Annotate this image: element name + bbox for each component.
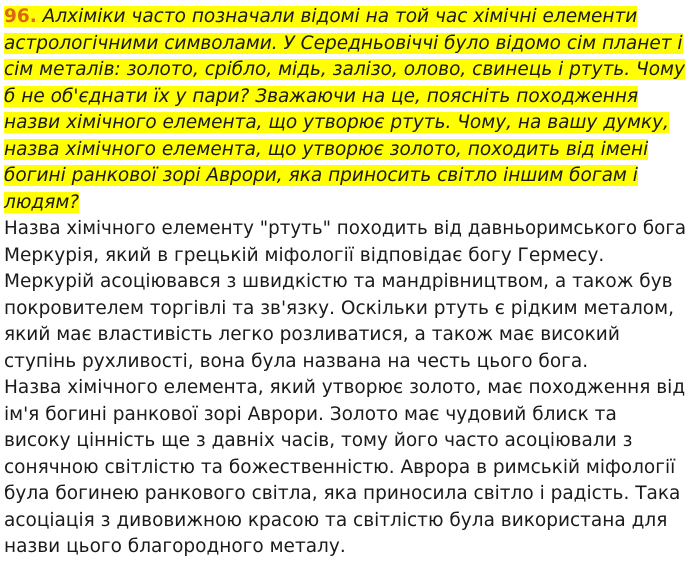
question-line-3 (4, 57, 685, 83)
answer-line-10: сонячною світлістю та божественністю. Аврора в римській міфології (4, 456, 676, 478)
question-line-6 (4, 137, 648, 163)
question-number: 96. (4, 6, 37, 27)
question-line-1 (4, 4, 637, 30)
answer-line-7: Назва хімічного елемента, який утворює золото, має походження від (4, 377, 686, 398)
question-text-8: людям? (4, 191, 80, 213)
answer-line-5: який має властивість легко розливатися, а також має високий (4, 324, 620, 345)
question-text-3: сім металів: золото, срібло, мідь, залізо, олово, свинець і ртуть. Чому (4, 59, 685, 80)
answer-line-9: високу цінність ще з давніх часів, тому його часто асоціювали з (4, 430, 633, 451)
answer-line-3: Меркурій асоціювався з швидкістю та мандрівництвом, а також був (4, 271, 673, 292)
answer-line-12: асоціація з дивовижною красою та світлістю була використана для (4, 509, 668, 531)
question-line-5 (4, 110, 669, 136)
question-line-8 (4, 190, 79, 216)
answer-line-11: була богинею ранкового світла, яка приносила світло і радість. Така (4, 483, 681, 504)
question-text-7: богині ранкової зорі Аврори, яка приносить світло іншим богам і (4, 165, 638, 186)
question-text-2: астрологічними символами. У Середньовіччі було відомо сім планет і (4, 32, 683, 54)
question-line-7 (4, 163, 638, 189)
question-line-4 (4, 84, 638, 110)
question-text-6: назва хімічного елемента, що утворює золото, походить від імені (4, 138, 649, 160)
answer-line-6: ступінь рухливості, вона була названа на честь цього бога. (4, 350, 589, 372)
question-text-5: назви хімічного елемента, що утворює ртуть. Чому, на вашу думку, (4, 112, 669, 133)
answer-line-2: Меркурія, який в грецькій міфології відповідає богу Гермесу. (4, 244, 605, 266)
answer-line-4: покровителем торгівлі та зв'язку. Оскільки ртуть є рідким металом, (4, 297, 674, 319)
answer-line-8: ім'я богині ранкової зорі Аврори. Золото має чудовий блиск та (4, 403, 617, 425)
answer-line-13: назви цього благородного металу. (4, 536, 346, 557)
question-text-1: Алхіміки часто позначали відомі на той час хімічні елементи (42, 6, 638, 27)
answer-line-1: Назва хімічного елементу "ртуть" походить від давньоримського бога (4, 218, 687, 239)
question-line-2 (4, 31, 683, 57)
question-text-4: б не об'єднати їх у пари? Зважаючи на це, поясніть походження (4, 85, 639, 107)
